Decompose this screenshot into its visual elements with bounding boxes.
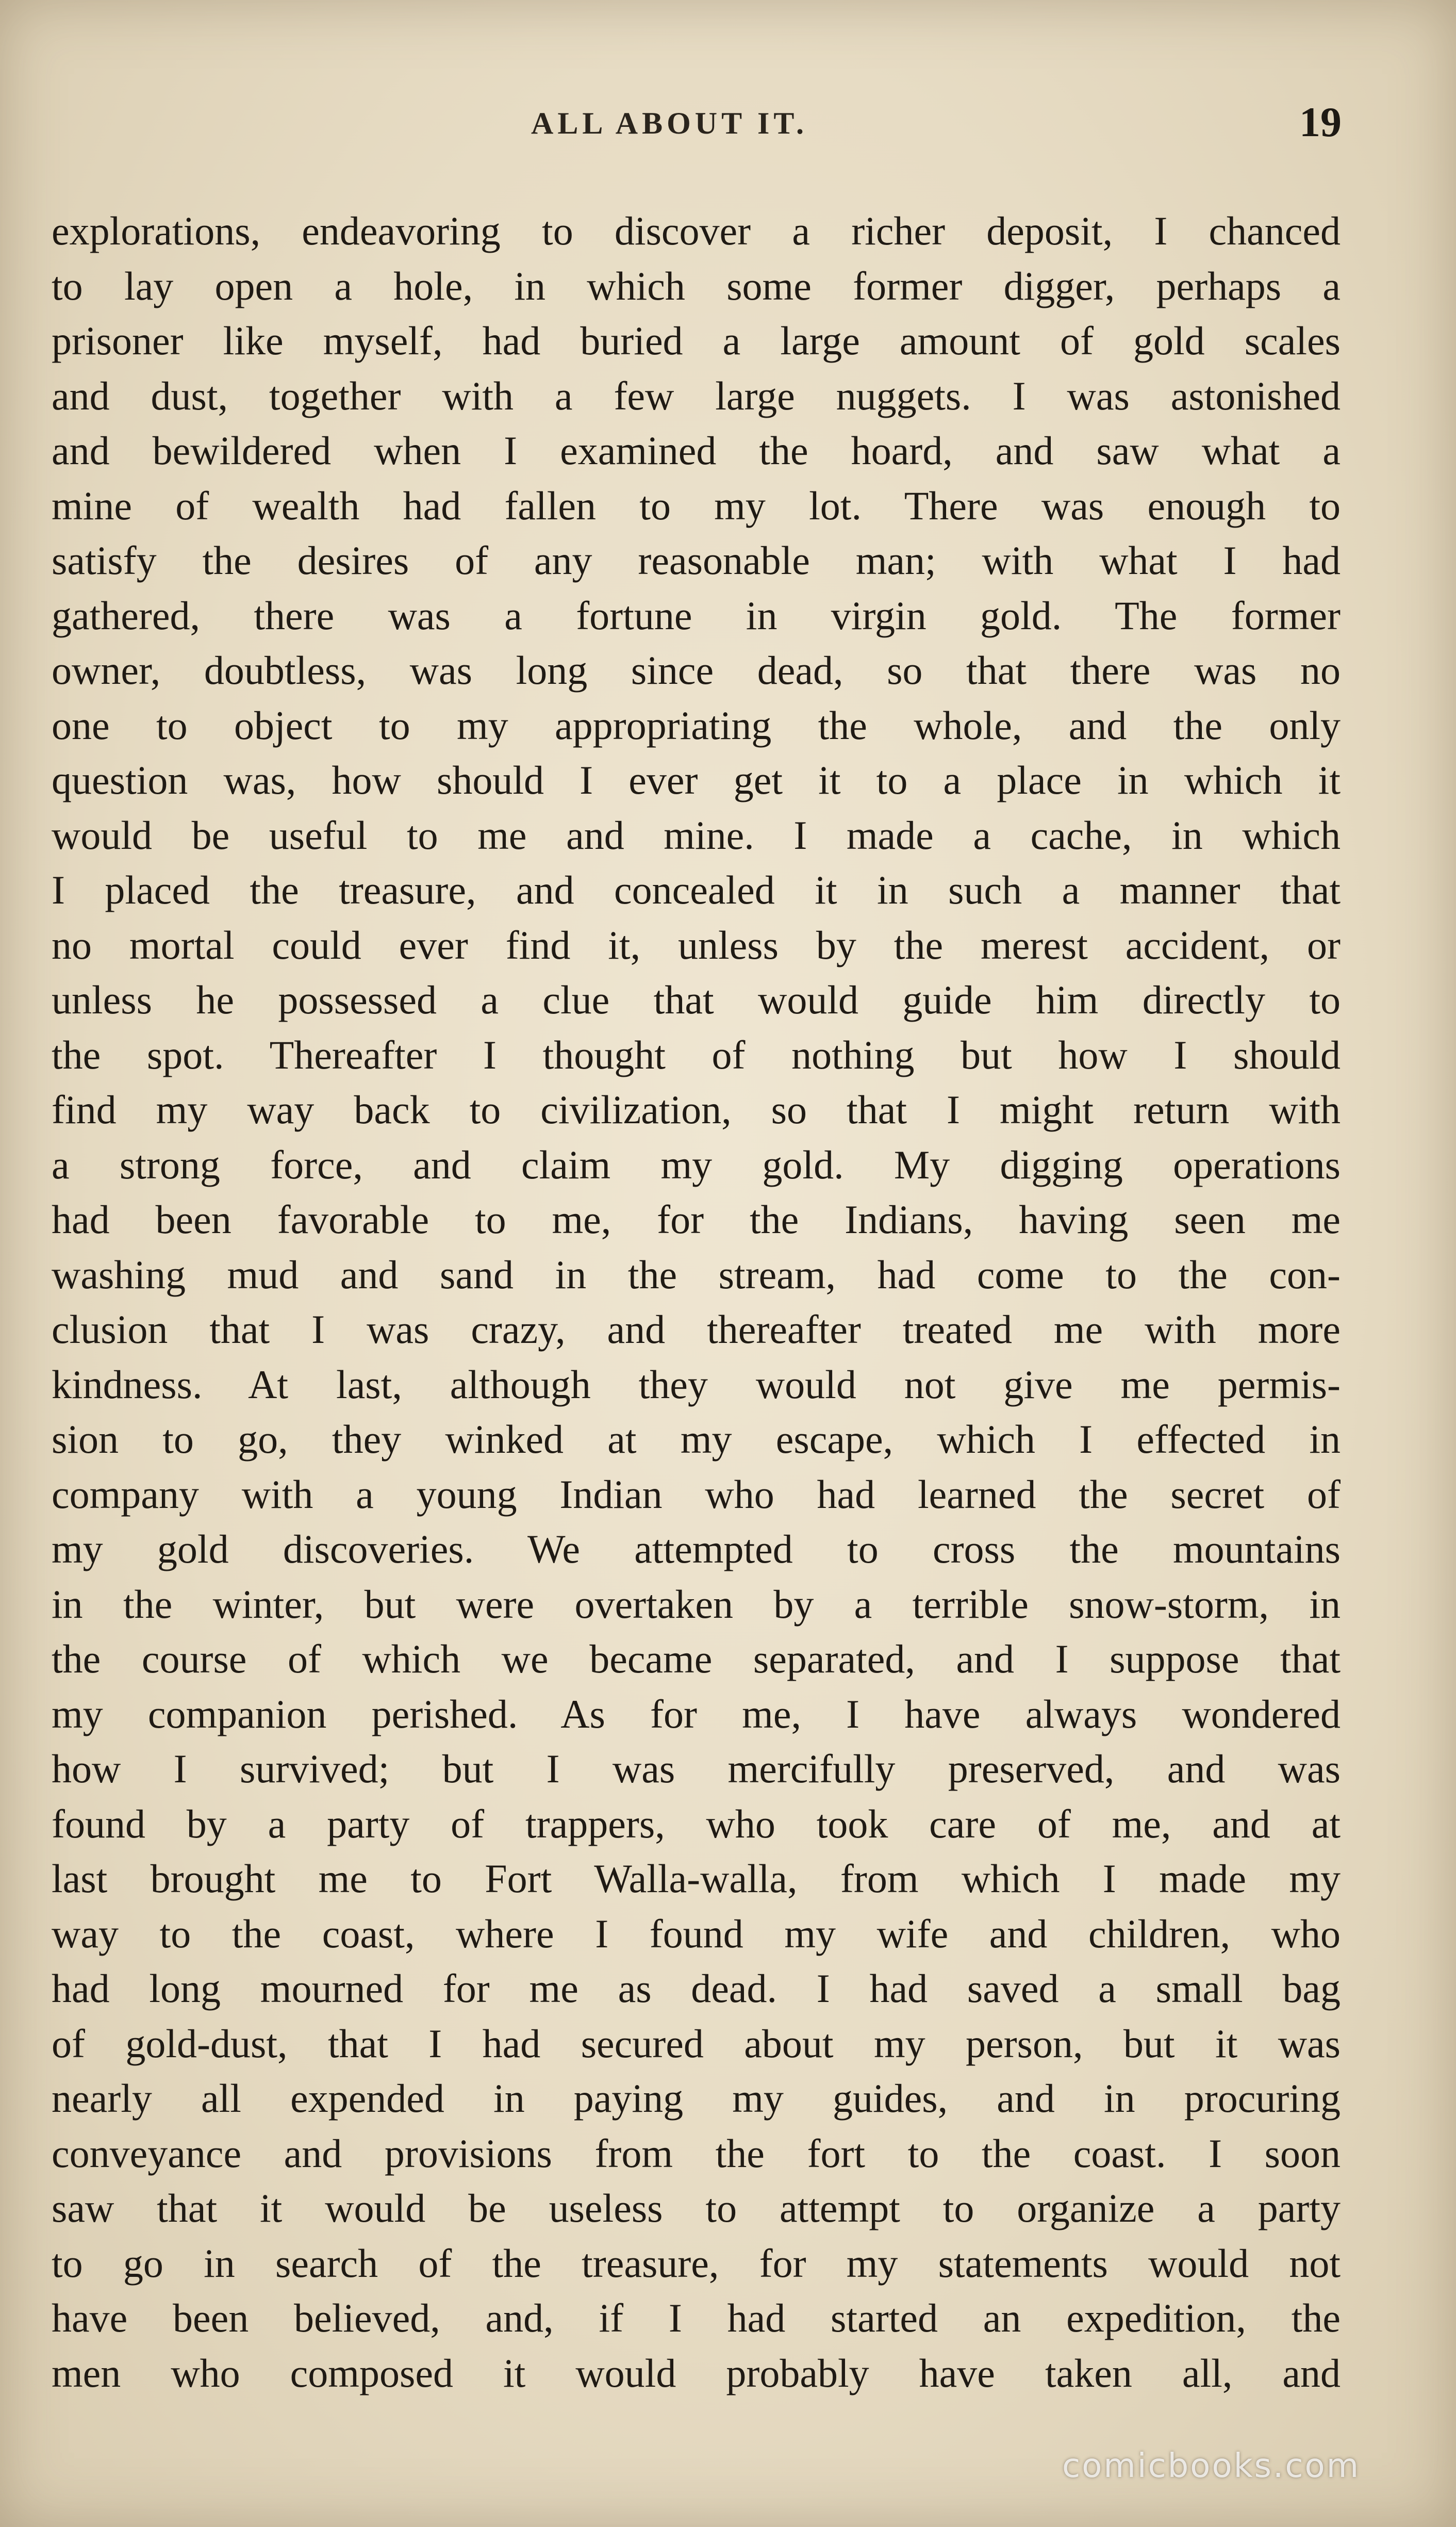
text-line: sion to go, they winked at my escape, which I effected in — [52, 1417, 1341, 1462]
text-line: my companion perished. As for me, I have always wondered — [52, 1691, 1341, 1736]
text-line: gathered, there was a fortune in virgin gold. The former — [52, 593, 1341, 638]
text-line: nearly all expended in paying my guides, and in procuring — [52, 2076, 1341, 2121]
text-line: to go in search of the treasure, for my statements would not — [52, 2240, 1341, 2286]
text-line: prisoner like myself, had buried a large amount of gold scales — [52, 318, 1341, 363]
text-line: question was, how should I ever get it to a place in which it — [52, 758, 1341, 802]
text-line: and dust, together with a few large nuggets. I was astonished — [52, 373, 1341, 418]
text-line: washing mud and sand in the stream, had come to the con- — [52, 1252, 1341, 1297]
text-line: to lay open a hole, in which some former digger, perhaps a — [52, 263, 1341, 308]
text-line: my gold discoveries. We attempted to cross the mountains — [52, 1527, 1341, 1571]
text-line: last brought me to Fort Walla-walla, from which I made my — [52, 1856, 1341, 1901]
text-line: kindness. At last, although they would not give me permis- — [52, 1361, 1341, 1407]
text-line: had long mourned for me as dead. I had saved a small bag — [52, 1966, 1341, 2011]
text-line: how I survived; but I was mercifully preserved, and was — [52, 1746, 1341, 1791]
text-line: I placed the treasure, and concealed it in such a manner that — [52, 867, 1341, 912]
text-line: the course of which we became separated, and I suppose that — [52, 1636, 1341, 1681]
text-line: the spot. Thereafter I thought of nothing but how I should — [52, 1032, 1341, 1077]
text-line: have been believed, and, if I had started an expedition, the — [52, 2295, 1341, 2340]
page-number: 19 — [1299, 99, 1342, 145]
text-line: company with a young Indian who had learned the secret of — [52, 1471, 1341, 1517]
body-text — [52, 204, 1341, 2401]
running-title: ALL ABOUT IT. — [531, 106, 808, 140]
text-line: no mortal could ever find it, unless by the merest accident, or — [52, 922, 1341, 967]
text-line: conveyance and provisions from the fort to the coast. I soon — [52, 2130, 1341, 2176]
text-line: way to the coast, where I found my wife and children, who — [52, 1911, 1341, 1956]
text-line: and bewildered when I examined the hoard, and saw what a — [52, 428, 1341, 473]
text-line: one to object to my appropriating the whole, and the only — [52, 702, 1341, 748]
text-line: explorations, endeavoring to discover a richer deposit, I chanced — [52, 208, 1341, 253]
text-line: clusion that I was crazy, and thereafter treated me with more — [52, 1307, 1341, 1352]
text-line: of gold-dust, that I had secured about my person, but it was — [52, 2021, 1341, 2066]
watermark: comicbooks.com — [1062, 2447, 1361, 2485]
text-line: would be useful to me and mine. I made a cache, in which — [52, 812, 1341, 858]
text-line: mine of wealth had fallen to my lot. There was enough to — [52, 483, 1341, 528]
text-line: found by a party of trappers, who took care of me, and at — [52, 1801, 1341, 1846]
text-line: satisfy the desires of any reasonable man; with what I had — [52, 538, 1341, 583]
text-line: a strong force, and claim my gold. My digging operations — [52, 1142, 1341, 1187]
text-line: in the winter, but were overtaken by a terrible snow-storm, in — [52, 1581, 1341, 1627]
text-line: had been favorable to me, for the Indians, having seen me — [52, 1197, 1341, 1242]
text-line: find my way back to civilization, so that I might return with — [52, 1087, 1341, 1132]
text-line: men who composed it would probably have taken all, and — [52, 2350, 1341, 2395]
text-line: saw that it would be useless to attempt to organize a party — [52, 2186, 1341, 2230]
text-line: owner, doubtless, was long since dead, so that there was no — [52, 648, 1341, 693]
text-line: unless he possessed a clue that would guide him directly to — [52, 977, 1341, 1022]
